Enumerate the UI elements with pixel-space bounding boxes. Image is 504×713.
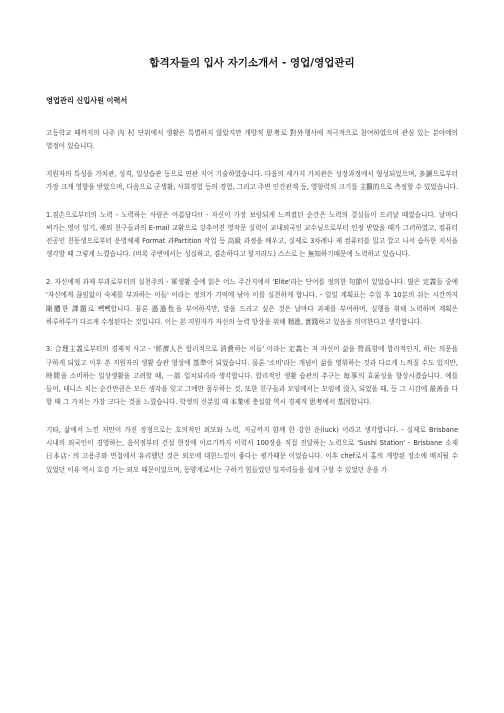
document-subtitle: 영업관리 신입사원 이력서 <box>46 96 128 105</box>
document-title: 합격자들의 입사 자기소개서 - 영업/영업관리 <box>149 57 355 69</box>
paragraph-4: 2. 자신에게 과제 부과로부터의 실천주의 - 軍생활 중에 읽은 어느 주간지에서 'Elite'라는 단어를 정의한 句節이 있었습니다. 많은 定義들 중에 '자신에게 끊임없이 숙제를 부과하는 이들' 이라는 정의가 기억에 남아 이를 실천하게 합니다. - 일일 계획표는 수업 후 10분의 쉬는 시간까지 剛體한 課題로 빽빽합니다. 물론 過過性을 부여하지만, 말을 드리고 싶은 것은 날마다 과제를 부여하며, 실행을 위해 노력하며 계획은 하루하루가 다르게 수정된다는 것입니다. 이는 본 지원자가 자신의 능력 향상을 위해 精進, 實踐하고 있음을 의미한다고 생각합니다. <box>46 278 458 326</box>
document-body <box>46 127 458 491</box>
paragraph-1: 고등학교 때까지의 나주 內 村 단위에서 생활은 특별하지 않았지만 개방적 思考로 對外행사에 적극적으로 참여하였으며 관심 있는 분야에의 열정이 있습니다. <box>46 129 458 151</box>
paragraph-2: 지원자의 특성을 가치관, 성격, 일상습관 등으로 연관 지어 기술하였습니다. 다음의 세가지 가치관은 성장과정에서 형성되었으며, 多讀으로부터 가장 크게 영향을 받았으며, 다음으로 군생활, 사회경험 등의 경험, 그리고 주변 인간관계 등, 영향력의 크기를 主觀的으로 측정할 수 있었습니다. <box>46 169 458 192</box>
paragraph-3: 1.겸손으로부터의 노력 - 노력하는 사람은 아름답다!! - 자신이 가장 보람되게 느껴졌던 순간은 노력의 결실들이 드러날 때였습니다. 날마다 써가는 영어 일기, 해외 친구들과의 E-mail 교환으로 강추어진 영작문 실력이 교내외국인 교수님으로부터 인정 받았을 때가 그러하였고, 컴퓨터 전공인 친동생으로부터 운영체제 Format 과Partition 작업 등 高級 과정을 배우고, 실제로 3차례나 제 컴퓨터를 밀고 깔고 나서 습득한 지식을 생각할 때 그렇게 느꼈습니다. (비록 주변에서는 성실하고, 겸손하다고 할지라도) 스스로 는 無知하기때문에 노력하고 있습니다. <box>46 210 458 259</box>
paragraph-5: 3. 合理主義로부터의 경제적 사고 - '經濟人은 합리적으로 消費하는 이들' 이라는 定義는 저 자신이 삶을 營爲함에 합리적인지, 하는 의문을 구하게 되었고 이후 본 지원자의 생활 습관 형성에 基準이 되었습니다. 물론 '소비'라는 개념이 삶을 영위하는 것과 다르게 느껴질 수도 있지만, 時間을 소비하는 일상생활을 고려할 때, 一部 일치되리라 생각합니다. 합리적인 생활 습관의 추구는 毎事의 효율성을 향상시켰습니다. 예를 들어, 테니스 치는 순간만큼은 모든 생각을 잊고 그에만 몰두하는 것, 또한 친구들과 모임에서는 모임에 沒入 되었을 때, 등 그 시간에 最善을 다 할 때 그 가치는 가장 크다는 것을 느꼈습니다. 학생의 신분일 때 本業에 충실함 역시 경제적 思考에서 基因합니다. <box>46 345 459 407</box>
paragraph-6: 기타, 삶에서 느낀 저만이 가진 장점으로는 호의적인 외모와 노력, 지금까지 함께 한 강한 운(luck) 이라고 생각합니다. - 실제로 Brisbane 시내의 외국인이 경영하는, 음식점부터 건설 현장에 이르기까지 이력서 100장을 직접 전달하는 노력으로 'Sushi Station' - Brisbane 소재 日本店- 의 고용주와 면접에서 유리했던 것은 외모에 대한느낌이 좋다는 평가때문 이었습니다. 이후 chef로서 홀의 개방된 장소에 배치될 수 있었던 이유 역시 호감 가는 외모 때문이었으며, 동양계로서는 구하기 힘들었던 일자리들을 쉽게 구할 수 있었던 운을 가 <box>46 425 458 474</box>
